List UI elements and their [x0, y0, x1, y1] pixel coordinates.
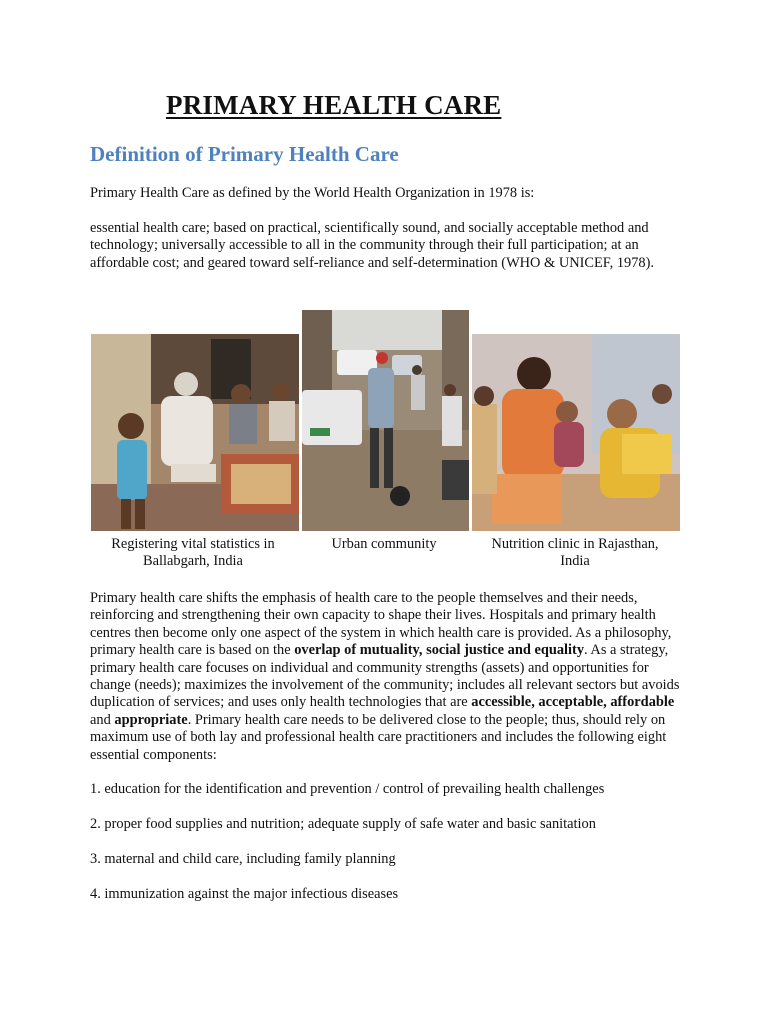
intro-paragraph: Primary Health Care as defined by the World Health Organization in 1978 is:	[90, 185, 535, 201]
emphasis-text: appropriate	[114, 711, 188, 728]
figure-caption: Registering vital statistics in Ballabgarh, India	[111, 536, 275, 570]
photo-urban-community	[302, 310, 469, 531]
photo-nutrition-clinic	[472, 334, 680, 531]
photo-registering-vital-statistics	[91, 334, 299, 531]
emphasis-text: overlap of mutuality, social justice and equality	[294, 642, 585, 659]
component-item: 1. education for the identification and prevention / control of prevailing health challenges	[90, 781, 605, 797]
emphasis-text: accessible, acceptable, affordable	[471, 694, 675, 711]
document-title: PRIMARY HEALTH CARE	[166, 90, 502, 120]
figure-caption: Urban community	[331, 536, 437, 552]
component-item: 3. maternal and child care, including family planning	[90, 851, 396, 867]
body-text: . As a strategy, primary health care focuses on individual and community strengths (assets) and opportunities for change (needs); maximizes the involvement of the community; includes all relevant sectors but avoids duplication of services; and uses only health technologies that are	[90, 642, 680, 711]
section-heading: Definition of Primary Health Care	[90, 142, 399, 166]
figure-caption: Nutrition clinic in Rajasthan, India	[491, 536, 659, 570]
component-item: 2. proper food supplies and nutrition; adequate supply of safe water and basic sanitation	[90, 816, 596, 832]
body-text: Primary health care shifts the emphasis of health care to the people themselves and their needs, reinforcing and strengthening their own capacity to shape their lives. Hospitals and primary health centres then become only one aspect of the system in which health care is provided. As a philosophy, primary health care is based on the	[90, 590, 672, 659]
body-text: . Primary health care needs to be delivered close to the people; thus, should rely on maximum use of both lay and professional health care practitioners and includes the following eight essential components:	[90, 711, 667, 763]
body-paragraph	[90, 590, 680, 764]
body-text: and	[90, 711, 115, 728]
component-item: 4. immunization against the major infectious diseases	[90, 886, 399, 902]
definition-paragraph: essential health care; based on practical, scientifically sound, and socially acceptable method and technology; universally accessible to all in the community through their full participation; at an affordable cost; and geared toward self-reliance and self-determination (WHO & UNICEF, 1978).	[90, 220, 655, 271]
